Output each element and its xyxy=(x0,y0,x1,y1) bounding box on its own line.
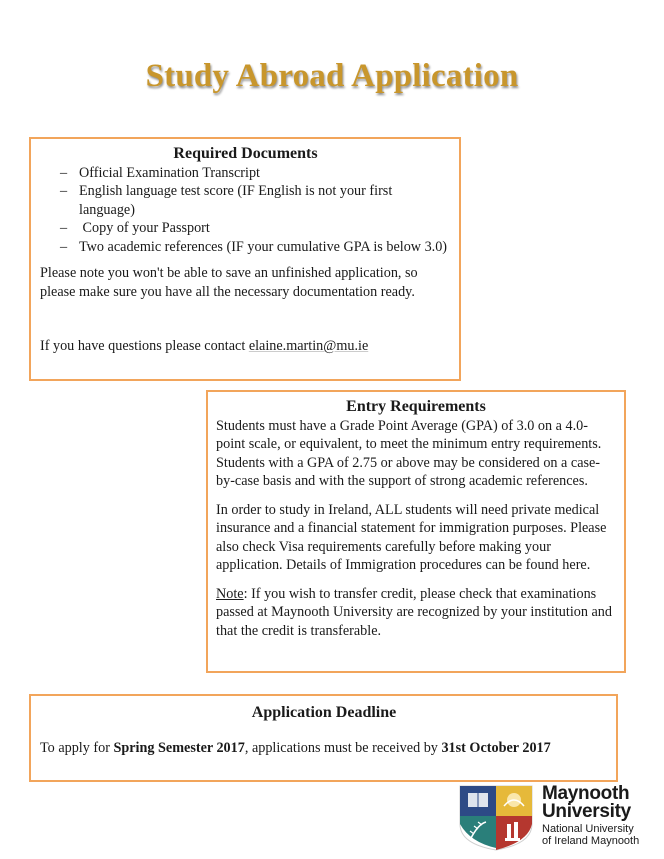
logo-text xyxy=(542,785,639,847)
insurance-paragraph: In order to study in Ireland, ALL students will need private medical insurance and a financial statement for immigration purposes. Please also check Visa requirements carefully before making your application. Details of Immigration procedures can be found here. xyxy=(216,501,607,573)
application-deadline-box xyxy=(29,694,618,782)
entry-requirements-box xyxy=(206,390,626,673)
transfer-credit-note xyxy=(216,585,616,641)
gpa-paragraph: Students must have a Grade Point Average (GPA) of 3.0 on a 4.0-point scale, or equivalent, to meet the minimum entry requirements. Students with a GPA of 2.75 or above may be considered on a case-by-case basis and with the support of strong academic references. xyxy=(216,417,602,489)
required-documents-box xyxy=(29,137,461,381)
list-item: – Copy of your Passport xyxy=(40,219,451,238)
list-item: – English language test score (IF English is not your first language) xyxy=(40,182,451,219)
university-logo xyxy=(458,784,658,854)
required-documents-list xyxy=(40,164,451,257)
contact-prefix: If you have questions please contact xyxy=(40,338,249,354)
list-item: – Two academic references (IF your cumulative GPA is below 3.0) xyxy=(40,238,451,257)
deadline-semester: Spring Semester 2017 xyxy=(113,740,245,756)
contact-email-link[interactable]: elaine.martin@mu.ie xyxy=(248,338,369,354)
contact-line xyxy=(40,337,451,356)
list-item: – Official Examination Transcript xyxy=(40,164,451,183)
logo-name-line2: University xyxy=(542,801,631,822)
save-note: Please note you won't be able to save an unfinished application, so please make sure you have all the necessary documentation ready. xyxy=(40,265,418,300)
page-title: Study Abroad Application xyxy=(145,58,519,94)
note-label: Note xyxy=(216,585,244,602)
application-deadline-heading: Application Deadline xyxy=(251,704,397,721)
entry-requirements-heading: Entry Requirements xyxy=(346,398,486,415)
deadline-prefix: To apply for xyxy=(40,740,114,756)
deadline-middle: , applications must be received by xyxy=(244,740,442,756)
logo-sub-line2: of Ireland Maynooth xyxy=(542,835,640,847)
deadline-date: 31st October 2017 xyxy=(441,740,551,756)
university-crest-icon xyxy=(458,784,534,852)
deadline-text xyxy=(40,740,608,757)
logo-sub-line1: National University xyxy=(542,823,634,835)
note-text: : If you wish to transfer credit, please check that examinations passed at Maynooth University are recognized by your institution and that the credit is transferable. xyxy=(216,585,612,639)
logo-name-line1: Maynooth xyxy=(542,783,630,804)
required-documents-heading: Required Documents xyxy=(173,145,318,162)
